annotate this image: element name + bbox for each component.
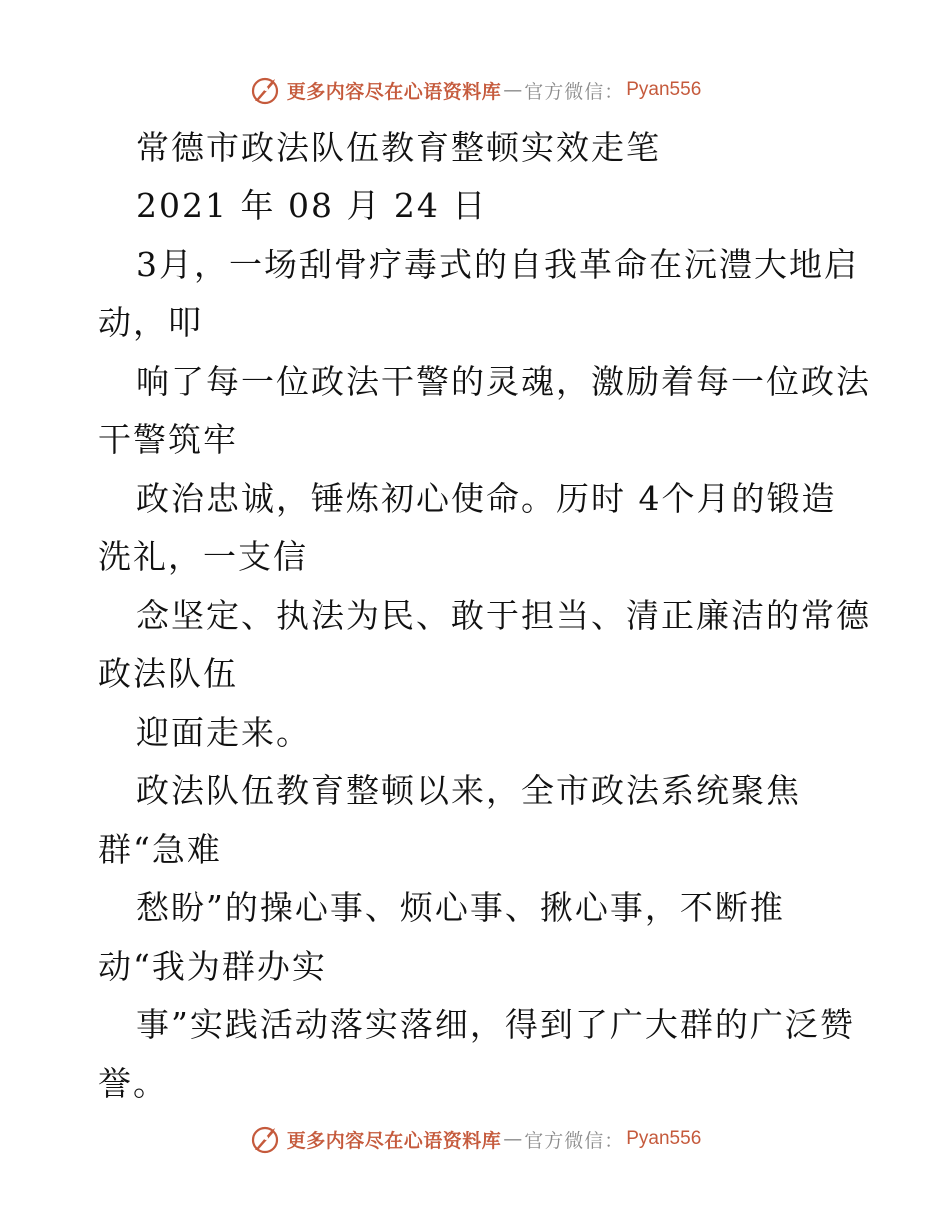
paragraph-line: 政法队伍教育整顿以来，全市政法系统聚焦 xyxy=(136,771,801,810)
document-title: 常德市政法队伍教育整顿实效走笔 xyxy=(136,128,661,167)
header-banner xyxy=(0,73,950,107)
paragraph-line: 3月，一场刮骨疗毒式的自我革命在沅澧大地启 xyxy=(136,245,859,284)
paragraph-line: 事”实践活动落实落细，得到了广大群的广泛赞 xyxy=(136,1005,855,1044)
paragraph-line: 响了每一位政法干警的灵魂，激励着每一位政法 xyxy=(136,362,871,401)
paragraph-line: 群“急难 xyxy=(98,830,222,869)
banner-official-label: 官方微信： xyxy=(524,80,625,103)
banner-brand-text: 更多内容尽在心语资料库 xyxy=(286,1129,502,1152)
banner-wechat-id: Pyan556 xyxy=(626,1128,702,1149)
paragraph-line: 誉。 xyxy=(98,1064,168,1103)
paragraph-line: 动“我为群办实 xyxy=(98,947,327,986)
banner-brand-text: 更多内容尽在心语资料库 xyxy=(286,80,502,103)
paragraph-line: 干警筑牢 xyxy=(98,420,238,459)
paragraph-line: 政法队伍 xyxy=(98,654,238,693)
banner-wechat-id: Pyan556 xyxy=(626,79,702,100)
banner-dash: — xyxy=(503,1128,523,1150)
paragraph-line: 动，叩 xyxy=(98,303,203,342)
document-date: 2021 年 08 月 24 日 xyxy=(136,186,488,225)
paragraph-line: 愁盼”的操心事、烦心事、揪心事，不断推 xyxy=(136,888,785,927)
paragraph-line: 洗礼，一支信 xyxy=(98,537,308,576)
paragraph-line: 迎面走来。 xyxy=(136,713,311,752)
banner-dash: — xyxy=(503,79,523,101)
quill-pen-logo-icon xyxy=(249,74,281,106)
paragraph-line: 政治忠诚，锤炼初心使命。历时 4个月的锻造 xyxy=(136,479,837,518)
footer-banner xyxy=(0,1122,950,1156)
paragraph-line: 念坚定、执法为民、敢于担当、清正廉洁的常德 xyxy=(136,596,871,635)
quill-pen-logo-icon xyxy=(249,1123,281,1155)
banner-official-label: 官方微信： xyxy=(524,1129,625,1152)
